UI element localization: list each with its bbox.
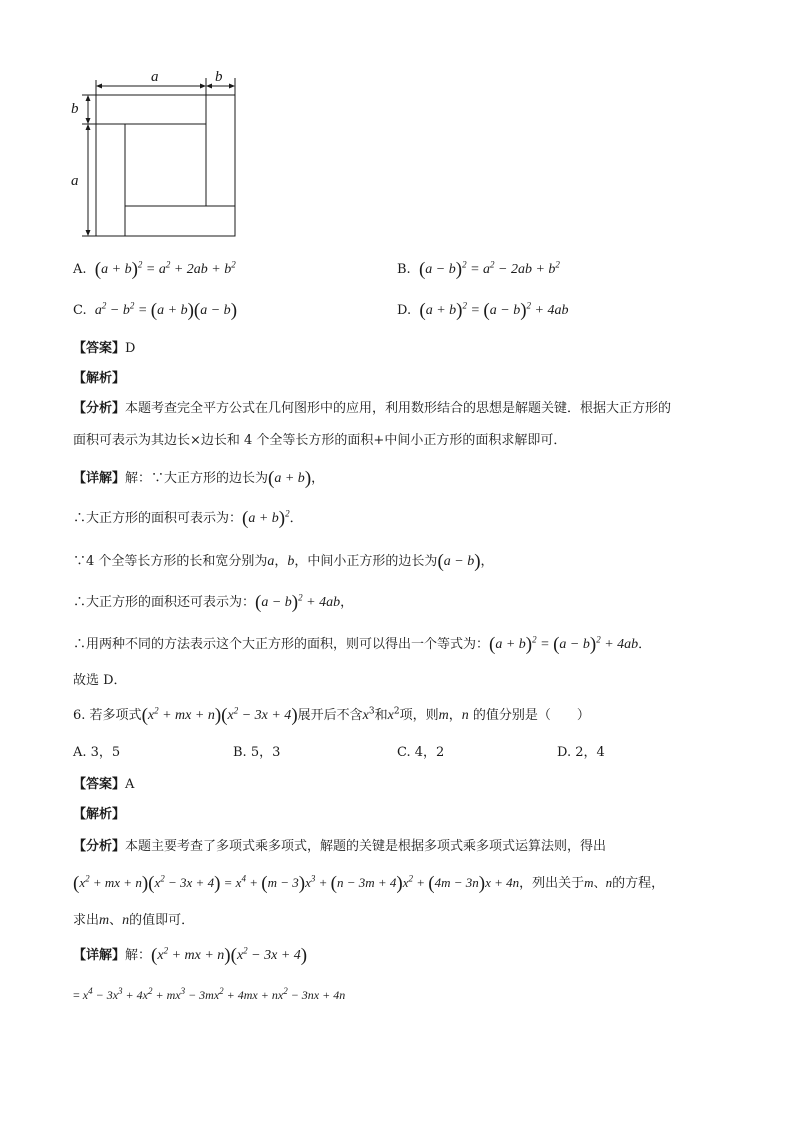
- q6-option-a[interactable]: A. 3，5: [73, 745, 121, 760]
- option-b[interactable]: B. $(a - b)^2 = a^2 - 2ab + b^2$: [397, 259, 560, 280]
- q6-option-d[interactable]: D. 2，4: [557, 745, 605, 760]
- q6-analysis-header: 【解析】: [73, 807, 126, 822]
- q6-stem: 6. 若多项式($x^2$ + mx + $n)(x^2 - 3x + 4)$展开后不含$x^3$和$x^2$项，则m，n 的值分别是（ ）: [73, 705, 590, 726]
- q5-detail-2: ∴大正方形的面积可表示为：$(a + b)^2$．: [73, 508, 303, 529]
- q6-detail-1: 【详解】解：($x^2$ + mx + $n)(x^2 - 3x + 4)$: [73, 945, 308, 966]
- q6-fenxi-1: 【分析】本题主要考查了多项式乘多项式，解题的关键是根据多项式乘多项式运算法则，得出: [73, 839, 607, 854]
- q5-detail-3: ∵4 个全等长方形的长和宽分别为a，b，中间小正方形的边长为(a − b)，: [73, 551, 494, 572]
- option-d[interactable]: D. $(a + b)^2 = (a - b)^2 + 4ab$: [397, 300, 569, 321]
- label-b-left: b: [71, 101, 79, 117]
- option-a[interactable]: A. $(a + b)^2 = a^2 + 2ab + b^2$: [73, 259, 236, 280]
- q6-answer: 【答案】A: [73, 777, 135, 792]
- q5-detail-4: ∴大正方形的面积还可表示为：$(a - b)^2 + 4ab$，: [73, 592, 354, 613]
- label-b-top: b: [215, 69, 223, 85]
- label-a-top: a: [151, 69, 159, 85]
- q5-detail-1: 【详解】解：∵大正方形的边长为(a + b)，: [73, 468, 325, 489]
- q5-analysis-header: 【解析】: [73, 371, 126, 386]
- outer-square: [96, 95, 235, 236]
- q5-conclusion: 故选 D．: [73, 673, 127, 688]
- label-a-left: a: [71, 173, 79, 189]
- q6-option-c[interactable]: C. 4，2: [397, 745, 445, 760]
- option-c[interactable]: C. $a^2 - b^2 = (a + b)(a - b)$: [73, 300, 238, 321]
- q6-option-b[interactable]: B. 5，3: [233, 745, 281, 760]
- q6-fenxi-3: 求出m、n的值即可．: [73, 913, 195, 928]
- q5-fenxi-2: 面积可表示为其边长×边长和 4 个全等长方形的面积+中间小正方形的面积求解即可．: [73, 433, 567, 448]
- q5-fenxi-1: 【分析】本题考查完全平方公式在几何图形中的应用，利用数形结合的思想是解题关键．根据大正方形的: [73, 401, 672, 416]
- q6-fenxi-2: ($x^2$ + mx + $n)(x^2 - 3x + 4) = x^4 + (m - 3)x^3 + (n - 3m + 4)x^2 + (4m - 3n)x + 4n$，列出关于m、n的方程，: [73, 873, 665, 894]
- q5-answer: 【答案】D: [73, 341, 136, 356]
- q5-detail-5: ∴用两种不同的方法表示这个大正方形的面积，则可以得出一个等式为：$(a + b)^2 = (a - b)^2 + 4ab$．: [73, 634, 652, 655]
- q6-detail-2: = $x^4 - 3x^3 + 4x^2 + mx^3 - 3mx^2 + 4mx + nx^2 - 3nx + 4n$: [73, 986, 346, 1002]
- square-diagram: [60, 60, 260, 245]
